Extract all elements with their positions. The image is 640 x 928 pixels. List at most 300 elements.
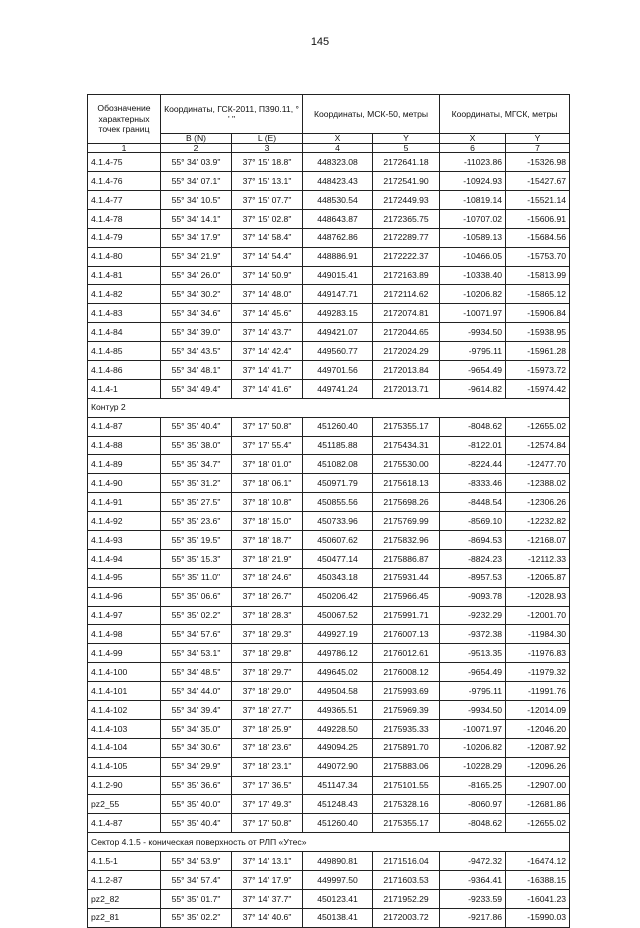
mgsk-x-cell: -9472.32 bbox=[440, 852, 506, 871]
point-id-cell: 4.1.4-79 bbox=[88, 228, 161, 247]
msk-x-cell: 450477.14 bbox=[303, 549, 373, 568]
gsk-b-cell: 55° 35' 01.7" bbox=[161, 889, 232, 908]
mgsk-x-cell: -9232.29 bbox=[440, 606, 506, 625]
gsk-b-cell: 55° 34' 35.0" bbox=[161, 719, 232, 738]
header-mgsk: Координаты, МГСК, метры bbox=[440, 95, 570, 134]
mgsk-x-cell: -10707.02 bbox=[440, 209, 506, 228]
table-row bbox=[88, 795, 570, 814]
table-row bbox=[88, 549, 570, 568]
table-row bbox=[88, 209, 570, 228]
gsk-b-cell: 55° 34' 34.6" bbox=[161, 304, 232, 323]
point-id-cell: 4.1.4-77 bbox=[88, 190, 161, 209]
gsk-b-cell: 55° 34' 17.9" bbox=[161, 228, 232, 247]
gsk-l-cell: 37° 17' 49.3" bbox=[232, 795, 303, 814]
msk-x-cell: 448886.91 bbox=[303, 247, 373, 266]
table-row bbox=[88, 455, 570, 474]
gsk-b-cell: 55° 35' 36.6" bbox=[161, 776, 232, 795]
point-id-cell: 4.1.4-101 bbox=[88, 682, 161, 701]
header-designation: Обозначение характерных точек границ bbox=[88, 95, 161, 144]
gsk-b-cell: 55° 34' 48.1" bbox=[161, 360, 232, 379]
gsk-l-cell: 37° 18' 29.8" bbox=[232, 644, 303, 663]
msk-x-cell: 450067.52 bbox=[303, 606, 373, 625]
point-id-cell: 4.1.4-78 bbox=[88, 209, 161, 228]
mgsk-y-cell: -12112.33 bbox=[506, 549, 570, 568]
mgsk-y-cell: -12168.07 bbox=[506, 531, 570, 550]
gsk-b-cell: 55° 35' 31.2" bbox=[161, 474, 232, 493]
msk-x-cell: 449645.02 bbox=[303, 663, 373, 682]
table-row bbox=[88, 738, 570, 757]
gsk-b-cell: 55° 34' 03.9" bbox=[161, 153, 232, 172]
mgsk-y-cell: -15938.95 bbox=[506, 323, 570, 342]
gsk-l-cell: 37° 18' 26.7" bbox=[232, 587, 303, 606]
point-id-cell: pz2_82 bbox=[88, 889, 161, 908]
gsk-b-cell: 55° 35' 11.0" bbox=[161, 568, 232, 587]
mgsk-y-cell: -12087.92 bbox=[506, 738, 570, 757]
mgsk-x-cell: -10589.13 bbox=[440, 228, 506, 247]
msk-y-cell: 2175891.70 bbox=[373, 738, 440, 757]
mgsk-y-cell: -11991.76 bbox=[506, 682, 570, 701]
gsk-b-cell: 55° 34' 39.4" bbox=[161, 701, 232, 720]
gsk-l-cell: 37° 15' 18.8" bbox=[232, 153, 303, 172]
point-id-cell: 4.1.4-82 bbox=[88, 285, 161, 304]
table-header bbox=[88, 95, 570, 153]
msk-y-cell: 2175101.55 bbox=[373, 776, 440, 795]
table-row bbox=[88, 719, 570, 738]
table-row bbox=[88, 682, 570, 701]
gsk-b-cell: 55° 34' 44.0" bbox=[161, 682, 232, 701]
msk-y-cell: 2175832.96 bbox=[373, 531, 440, 550]
mgsk-x-cell: -9934.50 bbox=[440, 323, 506, 342]
msk-x-cell: 451260.40 bbox=[303, 417, 373, 436]
mgsk-y-cell: -15606.91 bbox=[506, 209, 570, 228]
table-row bbox=[88, 908, 570, 927]
table-row bbox=[88, 852, 570, 871]
gsk-b-cell: 55° 34' 57.4" bbox=[161, 871, 232, 890]
mgsk-y-cell: -15521.14 bbox=[506, 190, 570, 209]
point-id-cell: 4.1.4-81 bbox=[88, 266, 161, 285]
mgsk-x-cell: -10924.93 bbox=[440, 172, 506, 191]
gsk-b-cell: 55° 34' 30.2" bbox=[161, 285, 232, 304]
mgsk-y-cell: -12232.82 bbox=[506, 512, 570, 531]
point-id-cell: 4.1.4-97 bbox=[88, 606, 161, 625]
gsk-l-cell: 37° 18' 01.0" bbox=[232, 455, 303, 474]
mgsk-y-cell: -12907.00 bbox=[506, 776, 570, 795]
gsk-b-cell: 55° 34' 14.1" bbox=[161, 209, 232, 228]
msk-x-cell: 449072.90 bbox=[303, 757, 373, 776]
gsk-l-cell: 37° 17' 50.8" bbox=[232, 814, 303, 833]
mgsk-y-cell: -11979.32 bbox=[506, 663, 570, 682]
gsk-l-cell: 37° 18' 06.1" bbox=[232, 474, 303, 493]
mgsk-y-cell: -15427.67 bbox=[506, 172, 570, 191]
gsk-l-cell: 37° 18' 29.3" bbox=[232, 625, 303, 644]
mgsk-x-cell: -8048.62 bbox=[440, 417, 506, 436]
mgsk-x-cell: -8165.25 bbox=[440, 776, 506, 795]
msk-x-cell: 449786.12 bbox=[303, 644, 373, 663]
mgsk-y-cell: -16474.12 bbox=[506, 852, 570, 871]
point-id-cell: 4.1.4-89 bbox=[88, 455, 161, 474]
table-row bbox=[88, 606, 570, 625]
gsk-b-cell: 55° 34' 43.5" bbox=[161, 342, 232, 361]
mgsk-x-cell: -8569.10 bbox=[440, 512, 506, 531]
gsk-l-cell: 37° 18' 10.8" bbox=[232, 493, 303, 512]
msk-y-cell: 2175935.33 bbox=[373, 719, 440, 738]
table-row bbox=[88, 153, 570, 172]
table-body bbox=[88, 153, 570, 928]
table-row bbox=[88, 417, 570, 436]
mgsk-x-cell: -9372.38 bbox=[440, 625, 506, 644]
table-row bbox=[88, 342, 570, 361]
point-id-cell: 4.1.4-85 bbox=[88, 342, 161, 361]
gsk-l-cell: 37° 18' 15.0" bbox=[232, 512, 303, 531]
gsk-b-cell: 55° 34' 10.5" bbox=[161, 190, 232, 209]
msk-y-cell: 2172044.65 bbox=[373, 323, 440, 342]
msk-x-cell: 448762.86 bbox=[303, 228, 373, 247]
point-id-cell: 4.1.4-84 bbox=[88, 323, 161, 342]
mgsk-x-cell: -9614.82 bbox=[440, 379, 506, 398]
msk-y-cell: 2175931.44 bbox=[373, 568, 440, 587]
msk-y-cell: 2172013.71 bbox=[373, 379, 440, 398]
header-num-7: 7 bbox=[506, 143, 570, 153]
msk-y-cell: 2175883.06 bbox=[373, 757, 440, 776]
table-row bbox=[88, 512, 570, 531]
msk-x-cell: 449997.50 bbox=[303, 871, 373, 890]
mgsk-y-cell: -12065.87 bbox=[506, 568, 570, 587]
mgsk-x-cell: -9654.49 bbox=[440, 663, 506, 682]
gsk-l-cell: 37° 14' 54.4" bbox=[232, 247, 303, 266]
mgsk-x-cell: -8448.54 bbox=[440, 493, 506, 512]
mgsk-x-cell: -8957.53 bbox=[440, 568, 506, 587]
point-id-cell: 4.1.4-105 bbox=[88, 757, 161, 776]
msk-x-cell: 449890.81 bbox=[303, 852, 373, 871]
table-row bbox=[88, 172, 570, 191]
point-id-cell: 4.1.2-90 bbox=[88, 776, 161, 795]
mgsk-x-cell: -10206.82 bbox=[440, 738, 506, 757]
point-id-cell: 4.1.5-1 bbox=[88, 852, 161, 871]
msk-x-cell: 451082.08 bbox=[303, 455, 373, 474]
gsk-l-cell: 37° 18' 23.6" bbox=[232, 738, 303, 757]
mgsk-x-cell: -8824.23 bbox=[440, 549, 506, 568]
msk-x-cell: 450971.79 bbox=[303, 474, 373, 493]
msk-x-cell: 450206.42 bbox=[303, 587, 373, 606]
mgsk-y-cell: -15961.28 bbox=[506, 342, 570, 361]
msk-y-cell: 2175355.17 bbox=[373, 814, 440, 833]
gsk-b-cell: 55° 34' 49.4" bbox=[161, 379, 232, 398]
table-row bbox=[88, 625, 570, 644]
mgsk-x-cell: -9934.50 bbox=[440, 701, 506, 720]
table-row bbox=[88, 360, 570, 379]
msk-y-cell: 2172641.18 bbox=[373, 153, 440, 172]
header-sub-mgsk-y: Y bbox=[506, 134, 570, 144]
table-row bbox=[88, 871, 570, 890]
table-row bbox=[88, 663, 570, 682]
msk-y-cell: 2171952.29 bbox=[373, 889, 440, 908]
mgsk-y-cell: -12014.09 bbox=[506, 701, 570, 720]
mgsk-y-cell: -12655.02 bbox=[506, 814, 570, 833]
gsk-l-cell: 37° 14' 37.7" bbox=[232, 889, 303, 908]
table-row bbox=[88, 436, 570, 455]
mgsk-y-cell: -15973.72 bbox=[506, 360, 570, 379]
gsk-b-cell: 55° 35' 40.4" bbox=[161, 814, 232, 833]
mgsk-y-cell: -16041.23 bbox=[506, 889, 570, 908]
msk-y-cell: 2176008.12 bbox=[373, 663, 440, 682]
gsk-l-cell: 37° 17' 50.8" bbox=[232, 417, 303, 436]
msk-x-cell: 449365.51 bbox=[303, 701, 373, 720]
mgsk-y-cell: -12574.84 bbox=[506, 436, 570, 455]
gsk-b-cell: 55° 35' 40.0" bbox=[161, 795, 232, 814]
mgsk-y-cell: -11984.30 bbox=[506, 625, 570, 644]
mgsk-y-cell: -12096.26 bbox=[506, 757, 570, 776]
msk-x-cell: 448643.87 bbox=[303, 209, 373, 228]
mgsk-x-cell: -8048.62 bbox=[440, 814, 506, 833]
msk-x-cell: 449015.41 bbox=[303, 266, 373, 285]
point-id-cell: 4.1.4-1 bbox=[88, 379, 161, 398]
msk-x-cell: 450855.56 bbox=[303, 493, 373, 512]
msk-x-cell: 449504.58 bbox=[303, 682, 373, 701]
mgsk-y-cell: -12046.20 bbox=[506, 719, 570, 738]
gsk-l-cell: 37° 18' 18.7" bbox=[232, 531, 303, 550]
header-sub-msk-x: X bbox=[303, 134, 373, 144]
table-row bbox=[88, 644, 570, 663]
point-id-cell: 4.1.4-76 bbox=[88, 172, 161, 191]
table-row bbox=[88, 776, 570, 795]
gsk-l-cell: 37° 14' 45.6" bbox=[232, 304, 303, 323]
gsk-l-cell: 37° 14' 41.6" bbox=[232, 379, 303, 398]
header-num-1: 1 bbox=[88, 143, 161, 153]
point-id-cell: 4.1.4-91 bbox=[88, 493, 161, 512]
gsk-l-cell: 37° 14' 13.1" bbox=[232, 852, 303, 871]
table-row bbox=[88, 568, 570, 587]
msk-y-cell: 2171603.53 bbox=[373, 871, 440, 890]
point-id-cell: 4.1.4-94 bbox=[88, 549, 161, 568]
mgsk-y-cell: -15974.42 bbox=[506, 379, 570, 398]
point-id-cell: 4.1.4-80 bbox=[88, 247, 161, 266]
msk-y-cell: 2171516.04 bbox=[373, 852, 440, 871]
point-id-cell: 4.1.4-93 bbox=[88, 531, 161, 550]
gsk-l-cell: 37° 15' 02.8" bbox=[232, 209, 303, 228]
gsk-b-cell: 55° 35' 02.2" bbox=[161, 606, 232, 625]
point-id-cell: 4.1.4-92 bbox=[88, 512, 161, 531]
mgsk-y-cell: -11976.83 bbox=[506, 644, 570, 663]
gsk-b-cell: 55° 34' 53.1" bbox=[161, 644, 232, 663]
gsk-l-cell: 37° 18' 27.7" bbox=[232, 701, 303, 720]
point-id-cell: 4.1.4-88 bbox=[88, 436, 161, 455]
mgsk-x-cell: -9654.49 bbox=[440, 360, 506, 379]
gsk-b-cell: 55° 34' 30.6" bbox=[161, 738, 232, 757]
gsk-l-cell: 37° 15' 07.7" bbox=[232, 190, 303, 209]
mgsk-y-cell: -15813.99 bbox=[506, 266, 570, 285]
msk-y-cell: 2172024.29 bbox=[373, 342, 440, 361]
point-id-cell: 4.1.4-96 bbox=[88, 587, 161, 606]
point-id-cell: 4.1.4-83 bbox=[88, 304, 161, 323]
gsk-l-cell: 37° 15' 13.1" bbox=[232, 172, 303, 191]
mgsk-x-cell: -10206.82 bbox=[440, 285, 506, 304]
section-title: Контур 2 bbox=[88, 398, 570, 417]
point-id-cell: pz2_81 bbox=[88, 908, 161, 927]
msk-y-cell: 2175328.16 bbox=[373, 795, 440, 814]
msk-x-cell: 451260.40 bbox=[303, 814, 373, 833]
gsk-l-cell: 37° 14' 42.4" bbox=[232, 342, 303, 361]
point-id-cell: 4.1.4-86 bbox=[88, 360, 161, 379]
gsk-l-cell: 37° 17' 55.4" bbox=[232, 436, 303, 455]
msk-y-cell: 2172163.89 bbox=[373, 266, 440, 285]
msk-x-cell: 449283.15 bbox=[303, 304, 373, 323]
gsk-l-cell: 37° 14' 43.7" bbox=[232, 323, 303, 342]
table-row bbox=[88, 757, 570, 776]
gsk-b-cell: 55° 34' 48.5" bbox=[161, 663, 232, 682]
point-id-cell: 4.1.4-102 bbox=[88, 701, 161, 720]
header-num-2: 2 bbox=[161, 143, 232, 153]
gsk-b-cell: 55° 35' 19.5" bbox=[161, 531, 232, 550]
gsk-b-cell: 55° 34' 26.0" bbox=[161, 266, 232, 285]
msk-x-cell: 448423.43 bbox=[303, 172, 373, 191]
table-row bbox=[88, 266, 570, 285]
mgsk-y-cell: -12306.26 bbox=[506, 493, 570, 512]
table-row bbox=[88, 323, 570, 342]
msk-x-cell: 449741.24 bbox=[303, 379, 373, 398]
mgsk-y-cell: -12388.02 bbox=[506, 474, 570, 493]
msk-x-cell: 451147.34 bbox=[303, 776, 373, 795]
point-id-cell: 4.1.4-104 bbox=[88, 738, 161, 757]
msk-y-cell: 2175966.45 bbox=[373, 587, 440, 606]
table-row bbox=[88, 474, 570, 493]
mgsk-x-cell: -10466.05 bbox=[440, 247, 506, 266]
mgsk-y-cell: -15906.84 bbox=[506, 304, 570, 323]
msk-y-cell: 2176007.13 bbox=[373, 625, 440, 644]
point-id-cell: 4.1.4-98 bbox=[88, 625, 161, 644]
gsk-l-cell: 37° 18' 25.9" bbox=[232, 719, 303, 738]
msk-x-cell: 449094.25 bbox=[303, 738, 373, 757]
mgsk-x-cell: -8694.53 bbox=[440, 531, 506, 550]
header-num-5: 5 bbox=[373, 143, 440, 153]
msk-y-cell: 2172365.75 bbox=[373, 209, 440, 228]
section-row bbox=[88, 398, 570, 417]
point-id-cell: 4.1.4-87 bbox=[88, 417, 161, 436]
table-row bbox=[88, 493, 570, 512]
mgsk-x-cell: -10071.97 bbox=[440, 304, 506, 323]
gsk-b-cell: 55° 35' 40.4" bbox=[161, 417, 232, 436]
gsk-b-cell: 55° 34' 39.0" bbox=[161, 323, 232, 342]
mgsk-x-cell: -10071.97 bbox=[440, 719, 506, 738]
table-row bbox=[88, 701, 570, 720]
section-title: Сектор 4.1.5 - коническая поверхность от РЛП «Утес» bbox=[88, 833, 570, 852]
msk-y-cell: 2172449.93 bbox=[373, 190, 440, 209]
table-row bbox=[88, 889, 570, 908]
mgsk-y-cell: -15326.98 bbox=[506, 153, 570, 172]
msk-y-cell: 2176012.61 bbox=[373, 644, 440, 663]
mgsk-x-cell: -9364.41 bbox=[440, 871, 506, 890]
msk-x-cell: 449421.07 bbox=[303, 323, 373, 342]
section-row bbox=[88, 833, 570, 852]
msk-y-cell: 2172114.62 bbox=[373, 285, 440, 304]
point-id-cell: 4.1.4-100 bbox=[88, 663, 161, 682]
gsk-l-cell: 37° 14' 58.4" bbox=[232, 228, 303, 247]
gsk-b-cell: 55° 34' 57.6" bbox=[161, 625, 232, 644]
table-row bbox=[88, 304, 570, 323]
mgsk-y-cell: -15865.12 bbox=[506, 285, 570, 304]
mgsk-y-cell: -12681.86 bbox=[506, 795, 570, 814]
mgsk-x-cell: -9093.78 bbox=[440, 587, 506, 606]
point-id-cell: pz2_55 bbox=[88, 795, 161, 814]
msk-x-cell: 448323.08 bbox=[303, 153, 373, 172]
mgsk-y-cell: -12001.70 bbox=[506, 606, 570, 625]
point-id-cell: 4.1.4-99 bbox=[88, 644, 161, 663]
mgsk-x-cell: -8333.46 bbox=[440, 474, 506, 493]
msk-y-cell: 2175618.13 bbox=[373, 474, 440, 493]
point-id-cell: 4.1.4-87 bbox=[88, 814, 161, 833]
gsk-l-cell: 37° 14' 50.9" bbox=[232, 266, 303, 285]
msk-y-cell: 2175698.26 bbox=[373, 493, 440, 512]
mgsk-x-cell: -9233.59 bbox=[440, 889, 506, 908]
mgsk-x-cell: -9217.86 bbox=[440, 908, 506, 927]
msk-x-cell: 450123.41 bbox=[303, 889, 373, 908]
msk-y-cell: 2175991.71 bbox=[373, 606, 440, 625]
gsk-b-cell: 55° 35' 27.5" bbox=[161, 493, 232, 512]
mgsk-y-cell: -15990.03 bbox=[506, 908, 570, 927]
msk-y-cell: 2172074.81 bbox=[373, 304, 440, 323]
gsk-l-cell: 37° 14' 48.0" bbox=[232, 285, 303, 304]
msk-x-cell: 451248.43 bbox=[303, 795, 373, 814]
gsk-b-cell: 55° 34' 21.9" bbox=[161, 247, 232, 266]
gsk-b-cell: 55° 35' 15.3" bbox=[161, 549, 232, 568]
msk-y-cell: 2172013.84 bbox=[373, 360, 440, 379]
mgsk-y-cell: -15684.56 bbox=[506, 228, 570, 247]
table-row bbox=[88, 228, 570, 247]
msk-y-cell: 2172541.90 bbox=[373, 172, 440, 191]
page-number: 145 bbox=[310, 36, 330, 48]
table-row bbox=[88, 190, 570, 209]
gsk-l-cell: 37° 18' 21.9" bbox=[232, 549, 303, 568]
gsk-b-cell: 55° 35' 23.6" bbox=[161, 512, 232, 531]
point-id-cell: 4.1.4-90 bbox=[88, 474, 161, 493]
msk-x-cell: 450138.41 bbox=[303, 908, 373, 927]
msk-y-cell: 2175886.87 bbox=[373, 549, 440, 568]
gsk-l-cell: 37° 18' 29.7" bbox=[232, 663, 303, 682]
gsk-l-cell: 37° 17' 36.5" bbox=[232, 776, 303, 795]
msk-x-cell: 450733.96 bbox=[303, 512, 373, 531]
gsk-b-cell: 55° 34' 29.9" bbox=[161, 757, 232, 776]
coordinates-table bbox=[87, 94, 570, 928]
header-sub-msk-y: Y bbox=[373, 134, 440, 144]
msk-x-cell: 450343.18 bbox=[303, 568, 373, 587]
header-num-6: 6 bbox=[440, 143, 506, 153]
header-gsk: Координаты, ГСК-2011, П390.11, ° ' " bbox=[161, 95, 303, 134]
msk-x-cell: 450607.62 bbox=[303, 531, 373, 550]
gsk-l-cell: 37° 14' 17.9" bbox=[232, 871, 303, 890]
msk-x-cell: 449560.77 bbox=[303, 342, 373, 361]
mgsk-x-cell: -8060.97 bbox=[440, 795, 506, 814]
point-id-cell: 4.1.4-103 bbox=[88, 719, 161, 738]
mgsk-x-cell: -8122.01 bbox=[440, 436, 506, 455]
mgsk-x-cell: -10338.40 bbox=[440, 266, 506, 285]
header-sub-mgsk-x: X bbox=[440, 134, 506, 144]
point-id-cell: 4.1.4-95 bbox=[88, 568, 161, 587]
gsk-l-cell: 37° 14' 41.7" bbox=[232, 360, 303, 379]
gsk-l-cell: 37° 18' 28.3" bbox=[232, 606, 303, 625]
mgsk-y-cell: -12655.02 bbox=[506, 417, 570, 436]
mgsk-x-cell: -9795.11 bbox=[440, 682, 506, 701]
point-id-cell: 4.1.4-75 bbox=[88, 153, 161, 172]
gsk-b-cell: 55° 35' 34.7" bbox=[161, 455, 232, 474]
gsk-b-cell: 55° 35' 38.0" bbox=[161, 436, 232, 455]
msk-y-cell: 2175434.31 bbox=[373, 436, 440, 455]
msk-y-cell: 2172003.72 bbox=[373, 908, 440, 927]
msk-x-cell: 449927.19 bbox=[303, 625, 373, 644]
table-row bbox=[88, 814, 570, 833]
table-row bbox=[88, 531, 570, 550]
msk-y-cell: 2175530.00 bbox=[373, 455, 440, 474]
msk-y-cell: 2175969.39 bbox=[373, 701, 440, 720]
header-sub-b: B (N) bbox=[161, 134, 232, 144]
